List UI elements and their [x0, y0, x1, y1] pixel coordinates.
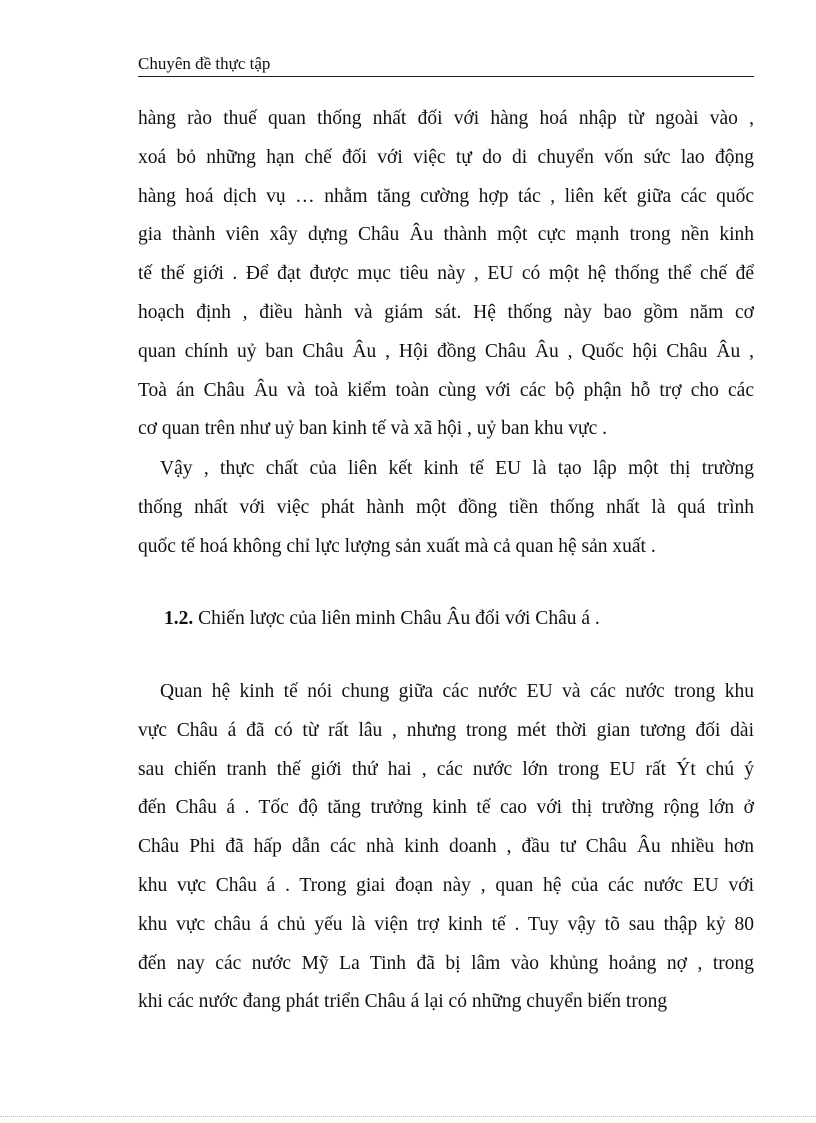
text-line: hàng rào thuế quan thống nhất đối với hàng hoá nhập từ ngoài vào ,: [138, 108, 754, 129]
text-line: quốc tế hoá không chỉ lực lượng sản xuất mà cả quan hệ sản xuất .: [138, 535, 656, 557]
header-title: Chuyên đề thực tập: [138, 54, 271, 73]
text-line: tế thế giới . Để đạt được mục tiêu này , EU có một hệ thống thể chế để: [138, 263, 754, 285]
text-line: Toà án Châu Âu và toà kiểm toàn cùng với các bộ phận hỗ trợ cho các: [138, 379, 754, 401]
text-line: khi các nước đang phát triển Châu á lại có những chuyển biến trong: [138, 991, 668, 1013]
text-line: Vậy , thực chất của liên kết kinh tế EU là tạo lập một thị trường: [160, 458, 754, 479]
paragraph-1: [138, 100, 754, 449]
text-line: khu vực châu á chủ yếu là viện trợ kinh tế . Tuy vậy tõ sau thập kỷ 80: [138, 913, 754, 935]
page-header: [138, 54, 754, 77]
paragraph-3: [138, 673, 754, 1022]
section-heading: [164, 604, 600, 634]
text-line: Châu Phi đã hấp dẫn các nhà kinh doanh , đầu tư Châu Âu nhiều hơn: [138, 836, 754, 858]
text-line: đến Châu á . Tốc độ tăng trưởng kinh tế cao với thị trường rộng lớn ở: [138, 797, 754, 819]
text-line: thống nhất với việc phát hành một đồng tiền thống nhất là quá trình: [138, 496, 754, 518]
text-line: hàng hoá dịch vụ … nhằm tăng cường hợp tác , liên kết giữa các quốc: [138, 185, 754, 207]
text-line: gia thành viên xây dựng Châu Âu thành một cực mạnh trong nền kinh: [138, 224, 754, 246]
text-line: khu vực Châu á . Trong giai đoạn này , quan hệ của các nước EU với: [138, 874, 754, 896]
page-bottom-divider: [0, 1116, 816, 1117]
section-number: 1.2.: [164, 608, 194, 629]
text-line: quan chính uỷ ban Châu Âu , Hội đồng Châu Âu , Quốc hội Châu Âu ,: [138, 340, 754, 362]
section-title: Chiến lược của liên minh Châu Âu đối với Châu á .: [193, 608, 600, 629]
text-line: cơ quan trên như uỷ ban kinh tế và xã hội , uỷ ban khu vực .: [138, 418, 608, 440]
paragraph-2: [138, 450, 754, 566]
text-line: đến nay các nước Mỹ La Tinh đã bị lâm vào khủng hoảng nợ , trong: [138, 952, 754, 974]
text-line: vực Châu á đã có từ rất lâu , nhưng trong mét thời gian tương đối dài: [138, 719, 754, 741]
text-line: xoá bỏ những hạn chế đối với việc tự do di chuyển vốn sức lao động: [138, 146, 754, 168]
text-line: sau chiến tranh thế giới thứ hai , các nước lớn trong EU rất Ýt chú ý: [138, 758, 754, 780]
text-line: hoạch định , điều hành và giám sát. Hệ thống này bao gồm năm cơ: [138, 301, 754, 323]
text-line: Quan hệ kinh tế nói chung giữa các nước EU và các nước trong khu: [160, 681, 754, 702]
